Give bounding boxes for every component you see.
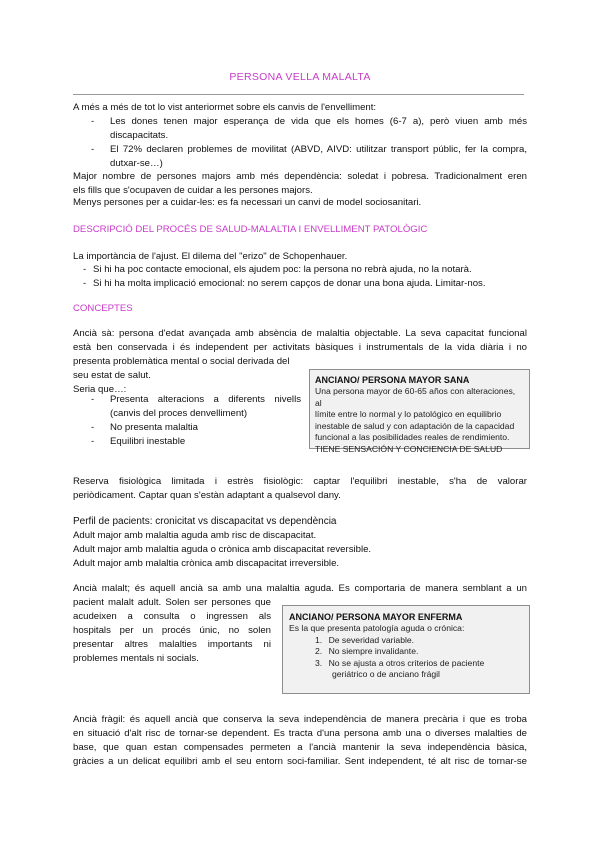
ancia-malalt-paragraph [73,596,271,666]
callout-persona-mayor-enferma [282,605,530,694]
perfil-pacients [73,515,527,571]
paragraph-line: gràcies a un delicat equilibri amb el seu entorn soci-familiar. Sent independent, té alt risc de tornar-se [73,756,527,767]
paragraph-line: periòdicament. Captar quan s'estàn adaptant a qualsevol dany. [73,490,341,501]
callout-heading: ANCIANO/ PERSONA MAYOR SANA [315,375,470,385]
list-item: - No presenta malaltia [91,421,301,435]
paragraph-line: Ancià fràgil: és aquell ancià que conserva la seva independència de manera precària i que es troba [73,714,527,725]
item-text: No se ajusta a otros criterios de paciente [328,657,485,668]
perfil-heading: Perfil de pacients: cronicitat vs discapacitat vs dependència [73,516,337,527]
bullet-text: Si hi ha poc contacte emocional, els ajudem poc: la persona no rebrà ajuda, no la notarà. [93,264,472,275]
callout-persona-mayor-sana [309,369,530,454]
paragraph-line: pacient malalt adult. Solen ser persones que [73,597,271,608]
perfil-line: Adult major amb malaltia crònica amb discapacitat irreversible. [73,558,340,569]
paragraph-line: Seria que…: [73,384,127,395]
paragraph-line: base, que quan estan compensades permeten a l'ancià mantenir la seva independència bàsica, [73,742,527,753]
ancia-sa-bullets [91,393,301,449]
bullet-line: Les dones tenen major esperança de vida que els homes (6-7 a), però viuen amb més [110,116,527,127]
intro-paragraph [73,170,527,198]
callout-item [315,646,523,658]
callout-lead: Es la que presenta patología aguda o crónica: [289,623,465,633]
list-item: - Presenta alteracions a diferents nivells (canvis del proces denvelliment) [91,394,301,419]
paragraph-line: presentar altres malalties importants ni [73,639,271,650]
intro-paragraph-2: Menys persones per a cuidar-les: es fa necessari un canvi de model sociosanitari. [73,197,422,208]
intro-bullet: - Les dones tenen major esperança de vida que els homes (6-7 a), però viuen amb més discapacitats. [91,116,527,141]
intro-bullet: - El 72% declaren problemes de movilitat (ABVD, AIVD: utilitzar transport públic, fer la compra, dutxar-se…) [91,144,527,169]
section-heading-proces: DESCRIPCIÓ DEL PROCÉS DE SALUD-MALALTIA I ENVELLIMENT PATOLÒGIC [73,224,428,235]
item-number: 2. [315,646,323,656]
paragraph-line: Major nombre de persones majors amb més dependència: soledat i pobresa. Tradicionalment eren [73,171,527,182]
paragraph-line: Ancià sà: persona d'edat avançada amb absència de malaltia objectable. La seva capacitat funcional [73,328,527,339]
bullet-line: No presenta malaltia [110,422,198,433]
bullet-line: Presenta alteracions a diferents nivells [110,394,301,405]
item-number: 3. [315,657,323,668]
perfil-line: Adult major amb malaltia aguda o crònica amb discapacitat reversible. [73,544,372,555]
bullet-line: discapacitats. [110,130,169,141]
list-item: - Si hi ha poc contacte emocional, els ajudem poc: la persona no rebrà ajuda, no la notarà. [73,263,527,277]
paragraph-line: seu estat de salut. [73,370,151,381]
callout-item [315,635,523,647]
paragraph-line: hospitals per un procés únic, no solen [73,625,271,636]
reserva-paragraph [73,475,527,503]
bullet-line: dutxar-se…) [110,158,163,169]
section-heading-conceptes: CONCEPTES [73,303,133,314]
callout-item [315,658,523,670]
callout-line: límite entre lo normal y lo patológico en equilibrio [315,409,502,419]
item-number: 1. [315,634,323,645]
ancia-fragil-paragraph [73,713,527,769]
perfil-line: Adult major amb malaltia aguda amb risc de discapacitat. [73,530,317,541]
callout-line: funcional a las posibilidades reales de rendimiento. [315,432,510,442]
callout-item-continued: geriátrico o de anciano frágil [332,669,440,679]
bullet-line: Equilibri inestable [110,436,186,447]
page-title: PERSONA VELLA MALALTA [229,71,371,83]
item-text: De severidad variable. [328,634,415,645]
bullet-line: (canvis del proces denvelliment) [110,408,248,419]
item-text: No siempre invalidante. [328,646,419,656]
bullet-line: El 72% declaren problemes de movilitat (ABVD, AIVD: utilitzar transport públic, fer la compra, [110,144,527,155]
paragraph-line: els fills que s'ocupaven de cuidar a les persones majors. [73,185,313,196]
ancia-malalt-line: Ancià malalt; és aquell ancià sa amb una malaltia aguda. Es comportaria de manera semblant a un [73,583,527,594]
intro-lead: A més a més de tot lo vist anteriormet sobre els canvis de l'envelliment: [73,102,377,113]
section1-lead: La importància de l'ajust. El dilema del "erizo" de Schopenhauer. [73,251,348,262]
section1-bullets [73,263,527,291]
paragraph-line: està ben conservada i és independent per activitats bàsiques i instrumentals de la vida diària i no [73,342,527,353]
paragraph-line: acudeixen a consulta o ingressen als [73,611,271,622]
paragraph-line: Reserva fisiològica limitada i estrès fisiològic: captar l'equilibri inestable, s'ha de valorar [73,476,527,487]
paragraph-line: en situació d'alt risc de tornar-se dependent. Es tracta d'una persona amb una o diverses malalties de [73,728,527,739]
title-divider [73,94,524,95]
paragraph-line: presenta problemàtica mental o social derivada del [73,356,290,367]
callout-line: TIENE SENSACIÓN Y CONCIENCIA DE SALUD [315,443,503,454]
callout-line: inestable de salud y con adaptación de la capacidad [315,420,515,431]
bullet-text: Si hi ha molta implicació emocional: no serem capços de donar una bona ajuda. Limitar-nos. [93,278,486,289]
list-item: - Equilibri inestable [91,435,301,449]
paragraph-line: problemes mentals ni socials. [73,653,199,664]
callout-line: Una persona mayor de 60-65 años con alteraciones, al [315,386,516,408]
callout-heading: ANCIANO/ PERSONA MAYOR ENFERMA [289,612,463,622]
list-item: - Si hi ha molta implicació emocional: no serem capços de donar una bona ajuda. Limitar-nos. [73,277,527,291]
